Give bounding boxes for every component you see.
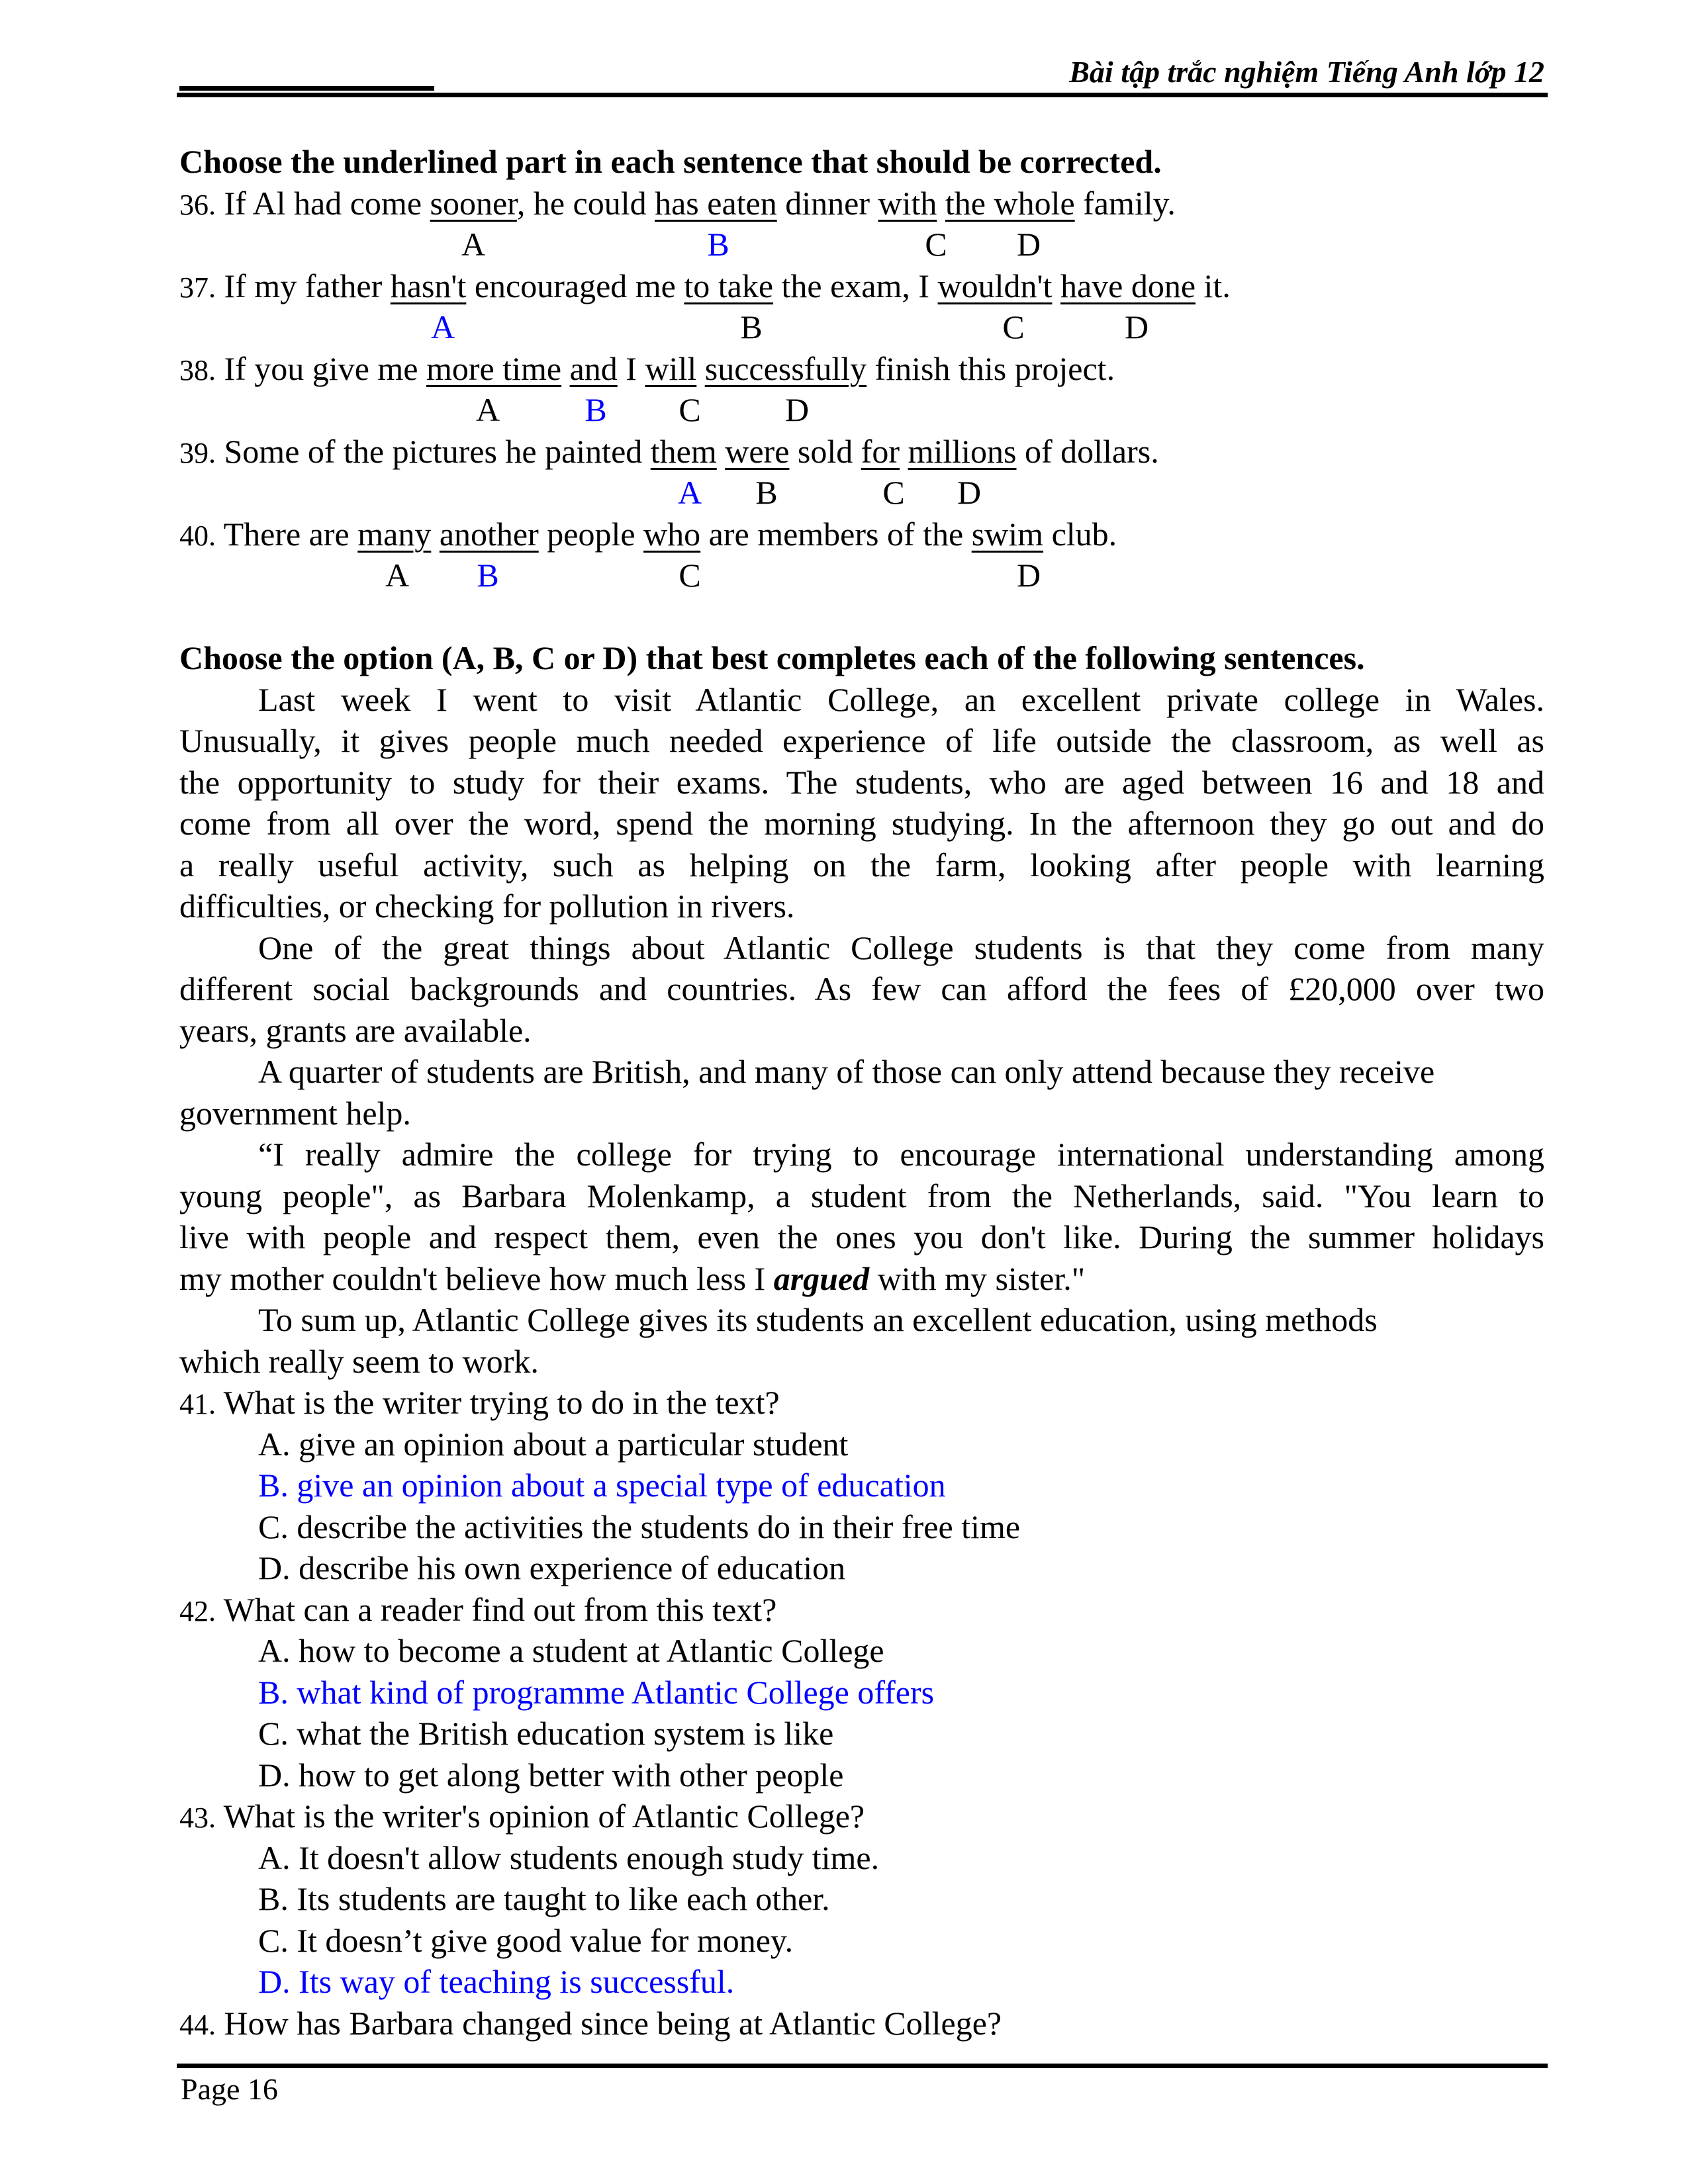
answer-letters — [179, 555, 1544, 596]
passage-line: “I really admire the college for trying to encourage international understanding among — [258, 1136, 1544, 1173]
passage-line: A quarter of students are British, and many of those can only attend because they receive — [258, 1053, 1435, 1090]
answer-letter-b: B — [585, 391, 607, 428]
underlined-part: another — [439, 515, 539, 553]
sentence-text — [431, 516, 440, 553]
question-number: 37. — [179, 271, 216, 304]
sentence-text: the exam, I — [773, 267, 938, 304]
answer-letter-d: D — [1124, 308, 1149, 345]
footer-rule — [177, 2064, 1548, 2068]
answer-letter-d: D — [784, 391, 810, 428]
answer-letter-c: C — [882, 474, 905, 511]
sentence-text: sold — [789, 432, 861, 470]
question-stem — [179, 1382, 1544, 1424]
question-text: What can a reader find out from this text? — [223, 1590, 777, 1628]
passage-line: which really seem to work. — [179, 1342, 539, 1380]
header-title: Bài tập trắc nghiệm Tiếng Anh lớp 12 — [1069, 55, 1544, 89]
sentence-text: If my father — [224, 267, 391, 304]
answer-option: B. what kind of programme Atlantic College offers — [258, 1673, 935, 1711]
answer-option: C. describe the activities the students do in their free time — [258, 1508, 1021, 1545]
emphasized-word: argued — [773, 1259, 870, 1297]
sentence-text: Some of the pictures he painted — [224, 432, 651, 470]
underlined-part: more time — [426, 349, 562, 387]
question-number: 40. — [179, 519, 216, 552]
sentence-text: encouraged me — [466, 267, 684, 304]
passage-line: live with people and respect them, even the ones you don't like. During the summer holidays — [179, 1218, 1544, 1255]
sentence-text — [696, 350, 705, 387]
answer-letter-d: D — [1016, 557, 1041, 594]
passage-text: with my sister." — [869, 1259, 1086, 1297]
question-stem — [179, 2003, 1544, 2044]
answer-letters — [179, 472, 1544, 514]
underlined-part: for — [861, 432, 900, 470]
question-stem — [179, 1796, 1544, 1837]
sentence-text — [561, 350, 570, 387]
passage-line: young people", as Barbara Molenkamp, a student from the Netherlands, said. "You learn to — [179, 1177, 1544, 1214]
answer-letters — [179, 306, 1544, 348]
answer-option: B. give an opinion about a special type of education — [258, 1467, 946, 1504]
passage-text: my mother couldn't believe how much less I — [179, 1259, 774, 1297]
question-number: 39. — [179, 436, 216, 469]
sentence-text: of dollars. — [1016, 432, 1159, 470]
sentence-text: , he could — [516, 184, 655, 222]
passage-line: come from all over the word, spend the morning studying. In the afternoon they go out and do — [179, 805, 1544, 842]
question-text: What is the writer's opinion of Atlantic College? — [223, 1797, 865, 1835]
passage-line: Last week I went to visit Atlantic College, an excellent private college in Wales. — [258, 680, 1544, 718]
underlined-part: hasn't — [390, 267, 467, 304]
answer-letter-a: A — [475, 391, 500, 428]
passage-line: Unusually, it gives people much needed experience of life outside the classroom, as well as — [179, 722, 1544, 759]
document-body — [179, 141, 1544, 2044]
passage-line: years, grants are available. — [179, 1011, 532, 1049]
underlined-part: to take — [684, 267, 774, 304]
answer-letter-d: D — [1016, 226, 1041, 263]
answer-letter-b: B — [707, 226, 729, 263]
answer-letter-b: B — [477, 557, 499, 594]
underlined-part: swim — [971, 515, 1044, 553]
underlined-part: who — [643, 515, 701, 553]
question-sentence — [179, 265, 1544, 307]
answer-option: D. how to get along better with other people — [258, 1756, 844, 1794]
question-number: 44. — [179, 2008, 216, 2041]
sentence-text: dinner — [776, 184, 878, 222]
underlined-part: have done — [1060, 267, 1196, 304]
blank-line — [179, 596, 1544, 638]
question-number: 43. — [179, 1801, 216, 1834]
question-text: What is the writer trying to do in the text? — [223, 1384, 780, 1421]
sentence-text: are members of the — [700, 515, 972, 553]
section-heading: Choose the underlined part in each sentence that should be corrected. — [179, 143, 1162, 180]
question-sentence — [179, 514, 1544, 555]
section-heading: Choose the option (A, B, C or D) that best completes each of the following sentences. — [179, 639, 1365, 676]
answer-option: C. what the British education system is like — [258, 1715, 834, 1752]
answer-letter-a: A — [461, 226, 486, 263]
answer-option: A. It doesn't allow students enough study time. — [258, 1839, 880, 1876]
answer-letters — [179, 389, 1544, 431]
answer-letter-b: B — [740, 308, 763, 345]
question-number: 36. — [179, 188, 216, 221]
header-rule — [177, 93, 1548, 97]
answer-option: A. how to become a student at Atlantic College — [258, 1632, 884, 1669]
underlined-part: millions — [908, 432, 1017, 470]
sentence-text: finish this project. — [867, 349, 1115, 387]
underlined-part: wouldn't — [937, 267, 1053, 304]
question-sentence — [179, 348, 1544, 390]
underlined-part: them — [650, 432, 717, 470]
passage-line: different social backgrounds and countries. As few can afford the fees of £20,000 over two — [179, 970, 1544, 1007]
sentence-text — [937, 185, 945, 222]
passage-line: difficulties, or checking for pollution in rivers. — [179, 887, 795, 925]
underlined-part: with — [878, 184, 937, 222]
sentence-text: There are — [223, 515, 358, 553]
passage-line: One of the great things about Atlantic College students is that they come from many — [258, 929, 1544, 966]
answer-letter-a: A — [385, 557, 410, 594]
sentence-text: people — [538, 515, 644, 553]
underlined-part: has eaten — [655, 184, 777, 222]
sentence-text: club. — [1043, 515, 1117, 553]
page-number: Page 16 — [181, 2072, 278, 2106]
underlined-part: many — [357, 515, 432, 553]
underlined-part: and — [569, 349, 618, 387]
answer-option: C. It doesn’t give good value for money. — [258, 1921, 794, 1959]
header-short-rule — [179, 86, 434, 91]
passage-line: government help. — [179, 1094, 411, 1132]
answer-letter-c: C — [679, 391, 701, 428]
sentence-text: it. — [1196, 267, 1231, 304]
sentence-text: family. — [1074, 184, 1176, 222]
answer-option: D. describe his own experience of education — [258, 1549, 846, 1586]
passage-line — [179, 1258, 1544, 1300]
answer-letter-a: A — [430, 308, 455, 345]
question-text: How has Barbara changed since being at Atlantic College? — [224, 2004, 1002, 2042]
answer-letter-c: C — [679, 557, 701, 594]
answer-option: B. Its students are taught to like each other. — [258, 1880, 830, 1917]
underlined-part: successfully — [704, 349, 867, 387]
sentence-text — [900, 433, 908, 470]
sentence-text: If Al had come — [224, 184, 430, 222]
answer-letter-b: B — [755, 474, 778, 511]
question-sentence — [179, 183, 1544, 224]
underlined-part: were — [725, 432, 790, 470]
answer-letter-d: D — [957, 474, 982, 511]
passage-line: To sum up, Atlantic College gives its students an excellent education, using methods — [258, 1301, 1378, 1338]
underlined-part: the whole — [945, 184, 1075, 222]
sentence-text: I — [617, 349, 645, 387]
underlined-part: sooner — [430, 184, 517, 222]
answer-option: D. Its way of teaching is successful. — [258, 1963, 735, 2000]
question-number: 38. — [179, 353, 216, 387]
question-stem — [179, 1589, 1544, 1631]
sentence-text: If you give me — [224, 349, 426, 387]
passage-line: the opportunity to study for their exams. The students, who are aged between 16 and 18 and — [179, 763, 1544, 801]
answer-letter-c: C — [925, 226, 947, 263]
passage-line: a really useful activity, such as helping on the farm, looking after people with learning — [179, 846, 1544, 884]
underlined-part: will — [645, 349, 697, 387]
question-number: 41. — [179, 1388, 216, 1420]
answer-option: A. give an opinion about a particular student — [258, 1425, 849, 1463]
question-sentence — [179, 431, 1544, 473]
sentence-text — [1052, 267, 1060, 304]
answer-letter-c: C — [1002, 308, 1025, 345]
answer-letter-a: A — [677, 474, 702, 511]
sentence-text — [717, 433, 726, 470]
answer-letters — [179, 224, 1544, 265]
question-number: 42. — [179, 1594, 216, 1627]
